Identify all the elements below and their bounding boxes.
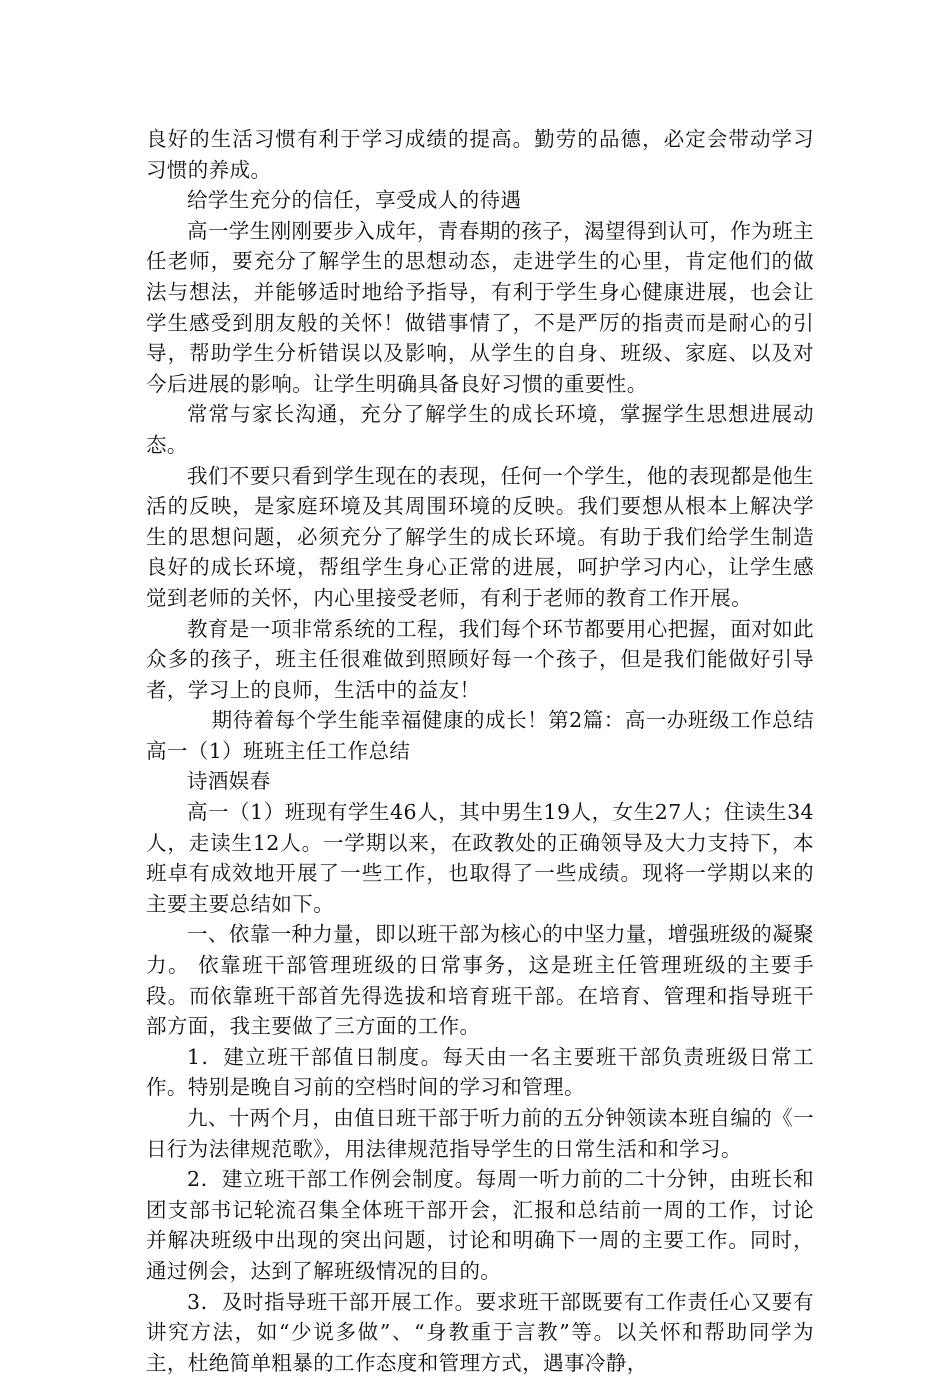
paragraph-6: 教育是一项非常系统的工程，我们每个环节都要用心把握，面对如此众多的孩子，班主任很难做到照顾好每一个孩子，但是我们能做好引导者，学习上的良师，生活中的益友！: [146, 616, 814, 702]
paragraph-5: 我们不要只看到学生现在的表现，任何一个学生，他的表现都是他生活的反映，是家庭环境及其周围环境的反映。我们要想从根本上解决学生的思想问题，必须充分了解学生的成长环境。有助于我们给学生制造良好的成长环境，帮组学生身心正常的进展，呵护学习内心，让学生感觉到老师的关怀，内心里接受老师，有利于老师的教育工作开展。: [146, 463, 814, 610]
paragraph-13: 2．建立班干部工作例会制度。每周一听力前的二十分钟，由班长和团支部书记轮流召集全体班干部开会，汇报和总结前一周的工作，讨论并解决班级中出现的突出问题，讨论和明确下一周的主要工作。同时，通过例会，达到了解班级情况的目的。: [146, 1167, 814, 1283]
paragraph-7: 期待着每个学生能幸福健康的成长！第2篇：高一办班级工作总结高一（1）班班主任工作总结: [146, 708, 814, 763]
document-page: [146, 124, 814, 1378]
paragraph-11: 1．建立班干部值日制度。每天由一名主要班干部负责班级日常工作。特别是晚自习前的空档时间的学习和管理。: [146, 1044, 814, 1100]
paragraph-8: 诗酒娱春: [187, 769, 271, 794]
paragraph-14: 3．及时指导班干部开展工作。要求班干部既要有工作责任心又要有讲究方法，如“少说多做”、“身教重于言教”等。以关怀和帮助同学为主，杜绝简单粗暴的工作态度和管理方式，遇事冷静，: [146, 1289, 814, 1375]
paragraph-3: 高一学生刚刚要步入成年，青春期的孩子，渴望得到认可，作为班主任老师，要充分了解学生的思想动态，走进学生的心里，肯定他们的做法与想法，并能够适时地给予指导，有利于学生身心健康进展，也会让学生感受到朋友般的关怀！做错事情了，不是严厉的指责而是耐心的引导，帮助学生分析错误以及影响，从学生的自身、班级、家庭、以及对今后进展的影响。让学生明确具备良好习惯的重要性。: [146, 218, 814, 396]
paragraph-1: 良好的生活习惯有利于学习成绩的提高。勤劳的品德，必定会带动学习习惯的养成。: [146, 127, 814, 182]
paragraph-2: 给学生充分的信任，享受成人的待遇: [187, 188, 522, 213]
paragraph-4: 常常与家长沟通，充分了解学生的成长环境，掌握学生思想进展动态。: [146, 402, 814, 457]
paragraph-12: 九、十两个月，由值日班干部于听力前的五分钟领读本班自编的《一日行为法律规范歌》，用法律规范指导学生的日常生活和和学习。: [146, 1106, 814, 1161]
paragraph-10: 一、依靠一种力量，即以班干部为核心的中坚力量，增强班级的凝聚力。 依靠班干部管理班级的日常事务，这是班主任管理班级的主要手段。而依靠班干部首先得选拔和培育班干部。在培育、管理和指导班干部方面，我主要做了三方面的工作。: [146, 922, 814, 1039]
paragraph-9: 高一（1）班现有学生46人，其中男生19人，女生27人；住读生34人，走读生12人。一学期以来，在政教处的正确领导及大力支持下，本班卓有成效地开展了一些工作，也取得了一些成绩。现将一学期以来的主要主要总结如下。: [146, 800, 814, 916]
